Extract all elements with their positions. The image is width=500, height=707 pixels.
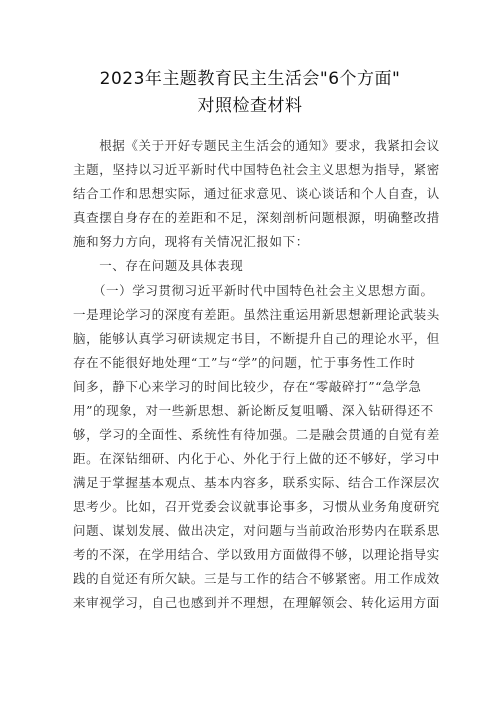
body-line: 问题、谋划发展、做出决定，对问题与当前政治形势内在联系思 xyxy=(73,523,440,538)
body-line: 考的不深，在学用结合、学以致用方面做得不够，以理论指导实 xyxy=(73,547,440,562)
body-line: 间多，静下心来学习的时间比较少，存在“零敲碎打”“急学急 xyxy=(73,379,422,394)
section-heading: 一、存在问题及具体表现 xyxy=(73,258,244,273)
body-line: 思考少。比如，召开党委会议就事论事多，习惯从业务角度研究 xyxy=(73,499,440,514)
document-title-line1: 2023年主题教育民主生活会"6个方面" xyxy=(99,69,401,89)
body-line: 真查摆自身存在的差距和不足，深刻剖析问题根源，明确整改措 xyxy=(73,210,440,225)
body-line: 施和努力方向，现将有关情况汇报如下： xyxy=(73,234,309,249)
body-line: 用”的现象，对一些新思想、新论断反复咀嚼、深入钻研得还不 xyxy=(73,403,434,418)
body-line: 一是理论学习的深度有差距。虽然注重运用新思想新理论武装头 xyxy=(73,307,440,322)
body-line: 够，学习的全面性、系统性有待加强。二是融会贯通的自觉有差 xyxy=(73,427,440,442)
body-line: 存在不能很好地处理“工”与“学”的问题，忙于事务性工作时 xyxy=(73,355,416,370)
body-line: 满足于掌握基本观点、基本内容多，联系实际、结合工作深层次 xyxy=(73,475,440,490)
body-line: 来审视学习，自己也感到并不理想，在理解领会、转化运用方面 xyxy=(73,595,440,610)
document-title-line2: 对照检查材料 xyxy=(197,96,303,116)
body-line: 主题，坚持以习近平新时代中国特色社会主义思想为指导，紧密 xyxy=(73,162,440,177)
body-line: 结合工作和思想实际，通过征求意见、谈心谈话和个人自查，认 xyxy=(73,186,440,201)
body-line: 距。在深钻细研、内化于心、外化于行上做的还不够好，学习中 xyxy=(73,451,440,466)
body-line: 根据《关于开好专题民主生活会的通知》要求，我紧扣会议 xyxy=(73,138,440,153)
subsection-heading: （一）学习贯彻习近平新时代中国特色社会主义思想方面。 xyxy=(73,283,434,298)
body-line: 脑，能够认真学习研读规定书目，不断提升自己的理论水平，但 xyxy=(73,331,440,346)
body-line: 践的自觉还有所欠缺。三是与工作的结合不够紧密。用工作成效 xyxy=(73,571,440,586)
